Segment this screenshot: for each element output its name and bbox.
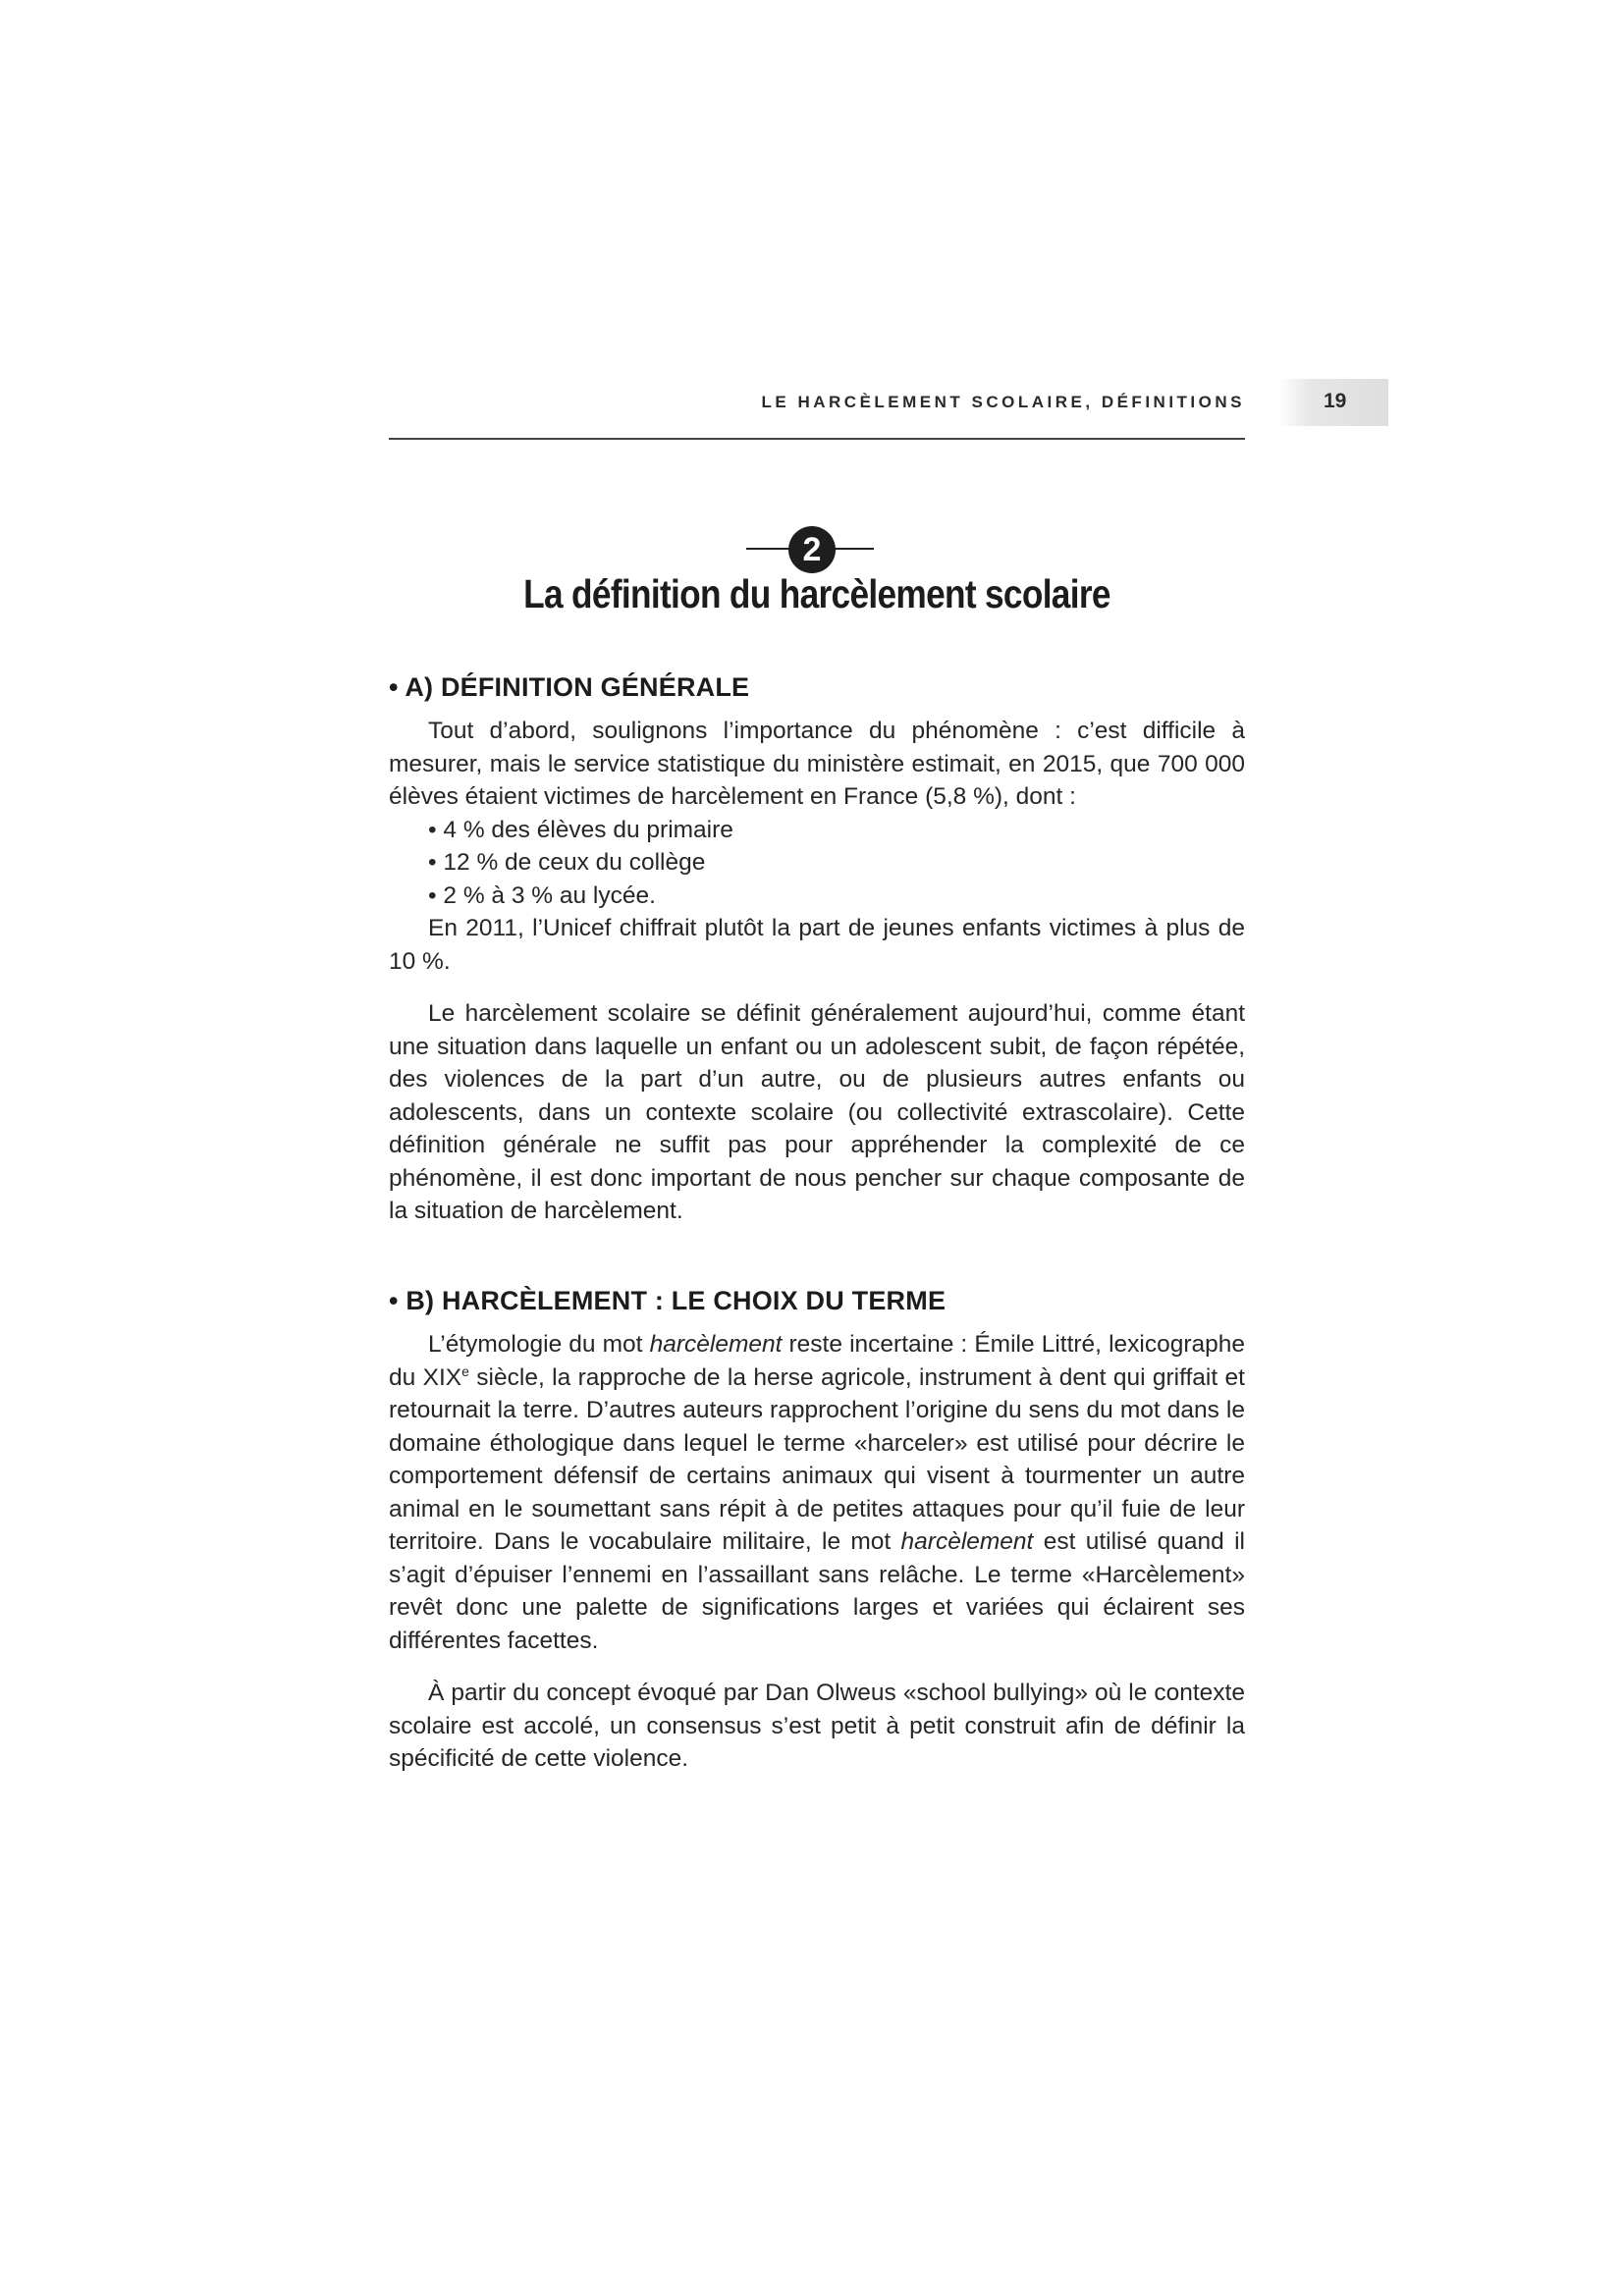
term-harcelement-military: harcèlement: [900, 1528, 1034, 1555]
etymology-text-2: reste incertaine : Émile Littré, lexicographe du XIX: [389, 1331, 1245, 1391]
section-a-intro: Tout d’abord, soulignons l’importance du phénomène : c’est difficile à mesurer, mais le service statistique du ministère estimait, en 2015, que 700 000 élèves étaient victimes de harcèlement en France (5,8 %), dont :: [389, 718, 1245, 810]
running-title: LE HARCÈLEMENT SCOLAIRE, DÉFINITIONS: [761, 393, 1245, 411]
etymology-text-3: siècle, la rapproche de la herse agricole, instrument à dent qui griffait et retournait la terre. D’autres auteurs rapprochent l’origine du sens du mot dans le domaine éthologique dans lequel le terme «harceler» est utilisé pour décrire le comportement défensif de certains animaux qui visent à tourmenter un autre animal en le soumettant sans répit à de petites attaques pour qu’il fuie de leur territoire. Dans le vocabulaire militaire, le mot: [389, 1363, 1245, 1555]
chapter-title: La définition du harcèlement scolaire: [523, 571, 1110, 616]
page-number: 19: [1324, 390, 1347, 412]
statistics-list: [389, 814, 1245, 913]
definition-paragraph: Le harcèlement scolaire se définit généralement aujourd’hui, comme étant une situation dans laquelle un enfant ou un adolescent subit, de façon répétée, des violences de la part d’un autre, ou de plusieurs autres enfants ou adolescents, dans un contexte scolaire (ou collectivité extrascolaire). Cette définition générale ne suffit pas pour appréhender la complexité de ce phénomène, il est donc important de nous pencher sur chaque composante de la situation de harcèlement.: [389, 1000, 1245, 1224]
list-item: • 12 % de ceux du collège: [428, 846, 1245, 880]
section-a-body: [389, 715, 1245, 1228]
term-harcelement: harcèlement: [649, 1331, 783, 1358]
section-a-heading: • A) DÉFINITION GÉNÉRALE: [389, 672, 750, 702]
century-superscript: e: [461, 1362, 469, 1379]
chapter-number: 2: [788, 526, 836, 573]
page-number-box: [1278, 379, 1388, 426]
unicef-paragraph: En 2011, l’Unicef chiffrait plutôt la part de jeunes enfants victimes à plus de 10 %.: [389, 915, 1245, 975]
chapter-badge: [746, 520, 874, 575]
section-b-body: [389, 1328, 1245, 1776]
running-header: [389, 379, 1245, 440]
etymology-paragraph: [389, 1328, 1245, 1657]
olweus-paragraph: À partir du concept évoqué par Dan Olweus «school bullying» où le contexte scolaire est accolé, un consensus s’est petit à petit construit afin de définir la spécificité de cette violence.: [389, 1680, 1245, 1772]
etymology-text-4: est utilisé quand il s’agit d’épuiser l’ennemi en l’assaillant sans relâche. Le terme «Harcèlement» revêt donc une palette de significations larges et variées qui éclairent ses différentes facettes.: [389, 1528, 1245, 1654]
list-item: • 4 % des élèves du primaire: [428, 814, 1245, 847]
list-item: • 2 % à 3 % au lycée.: [428, 880, 1245, 913]
section-b-heading: • B) HARCÈLEMENT : LE CHOIX DU TERME: [389, 1286, 947, 1315]
etymology-text-1: L’étymologie du mot: [428, 1331, 650, 1358]
